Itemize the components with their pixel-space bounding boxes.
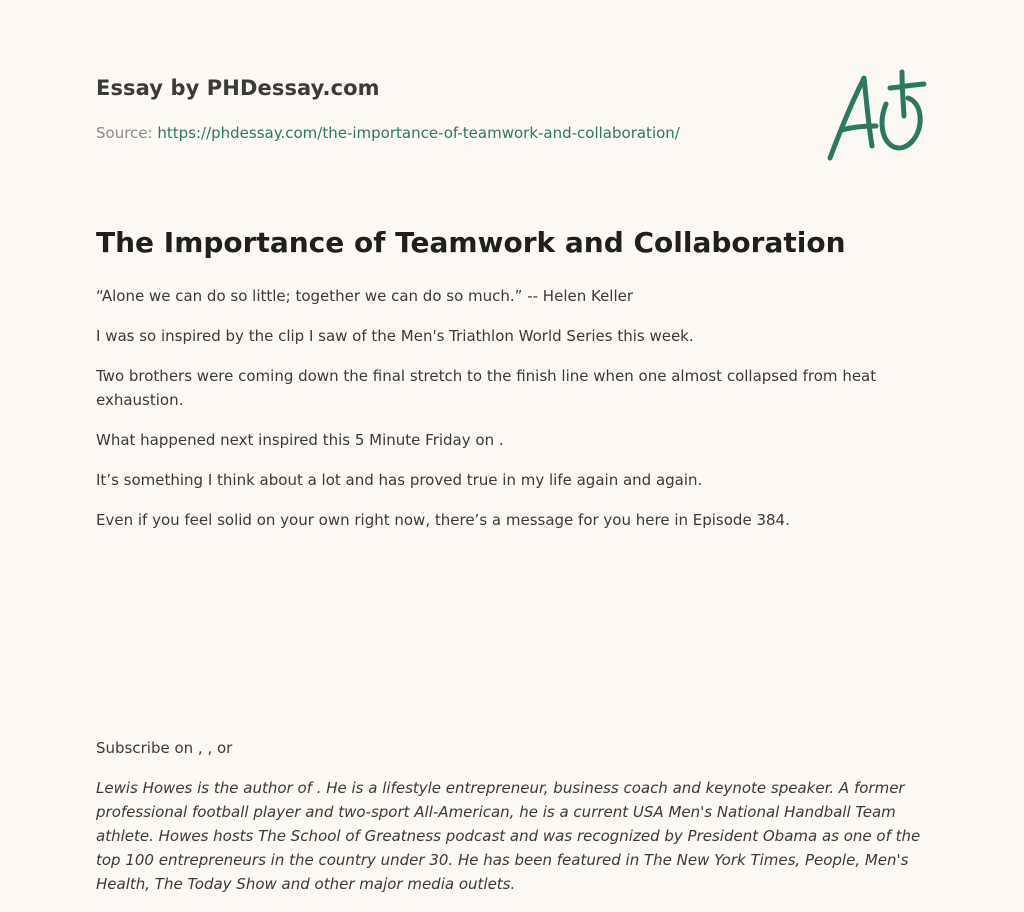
- article-title: The Importance of Teamwork and Collaboration: [96, 226, 846, 259]
- paragraph: Even if you feel solid on your own right now, there’s a message for you here in Episode 384.: [96, 511, 790, 529]
- a-plus-logo-icon: [820, 66, 928, 166]
- paragraph: Two brothers were coming down the final stretch to the finish line when one almost collapsed from heat exhaustion.: [96, 367, 877, 409]
- author-bio: Lewis Howes is the author of . He is a lifestyle entrepreneur, business coach and keynote speaker. A former professional football player and two-sport All-American, he is a current USA Men's National Handball Team athlete. Howes hosts The School of Greatness podcast and was recognized by President Obama as one of the top 100 entrepreneurs in the country under 30. He has been featured in The New York Times, People, Men's Health, The Today Show and other major media outlets.: [96, 779, 921, 893]
- site-title: Essay by PHDessay.com: [96, 76, 380, 100]
- source-line: [96, 124, 680, 142]
- source-label: Source:: [96, 124, 153, 142]
- source-link[interactable]: https://phdessay.com/the-importance-of-teamwork-and-collaboration/: [157, 124, 680, 142]
- paragraph: I was so inspired by the clip I saw of the Men's Triathlon World Series this week.: [96, 327, 694, 345]
- subscribe-line: Subscribe on , , or: [96, 739, 233, 757]
- paragraph-quote: “Alone we can do so little; together we can do so much.” -- Helen Keller: [96, 287, 634, 305]
- paragraph: What happened next inspired this 5 Minute Friday on .: [96, 431, 504, 449]
- paragraph: It’s something I think about a lot and has proved true in my life again and again.: [96, 471, 703, 489]
